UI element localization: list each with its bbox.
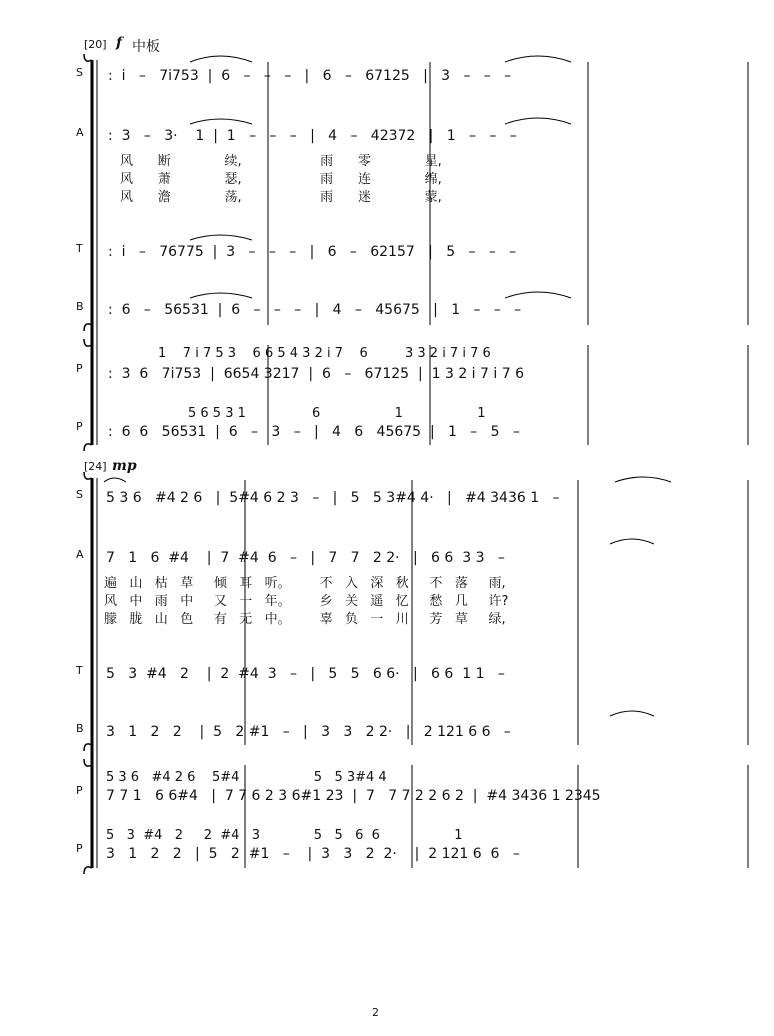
part-label-p2b: P (76, 842, 83, 855)
rehearsal-mark-2: [24] (84, 460, 107, 473)
piano-lh-line-1: : 6 6 56531 | 6 – 3 – | 4 6 45675 | 1 – 5 – (108, 424, 520, 440)
part-label-a2: A (76, 548, 84, 561)
part-label-t2: T (76, 664, 83, 677)
piano-rh-line-1: : 3 6 7i753 | 6654 3217 | 6 – 67125 | 1 3 2 i 7 i 7 6 (108, 366, 524, 382)
piano-rh-upper-2: 5 3 6 #4 2 6 5#4 5 5 3#4 4 (106, 770, 387, 785)
part-label-p1b: P (76, 420, 83, 433)
alto-line-2: 7 1 6 #4 | 7 #4 6 – | 7 7 2 2· | 6 6 3 3 – (106, 550, 505, 566)
piano-rh-line-2: 7 7 1 6 6#4 | 7 7 6 2 3 6#1 23 | 7 7 7 2 2 6 2 | #4 3436 1 2345 (106, 788, 601, 804)
soprano-line-2: 5 3 6 #4 2 6 | 5#4 6 2 3 – | 5 5 3#4 4· | #4 3436 1 – (106, 490, 560, 506)
page-number: 2 (372, 1006, 379, 1019)
lyric-verse-1a: 风 断 续, 雨 零 星, (120, 154, 442, 169)
tenor-line-2: 5 3 #4 2 | 2 #4 3 – | 5 5 6 6· | 6 6 1 1 – (106, 666, 505, 682)
part-label-b1: B (76, 300, 84, 313)
part-label-t1: T (76, 242, 83, 255)
part-label-a1: A (76, 126, 84, 139)
part-label-p2a: P (76, 784, 83, 797)
part-label-s1: S (76, 66, 83, 79)
lyric-verse-2a: 遍 山 枯 草 倾 耳 听。 不 入 深 秋 不 落 雨, (104, 576, 506, 591)
lyric-verse-2c: 朦 胧 山 色 有 无 中。 辜 负 一 川 芳 草 绿, (104, 612, 506, 627)
dynamic-mark-1: f (116, 35, 123, 51)
piano-lh-upper-2: 5 3 #4 2 2 #4 3 5 5 6 6 1 (106, 828, 463, 843)
lyric-verse-1b: 风 萧 瑟, 雨 连 绵, (120, 172, 442, 187)
part-label-s2: S (76, 488, 83, 501)
bass-line-1: : 6 – 56531 | 6 – – – | 4 – 45675 | 1 – – – (108, 302, 522, 318)
piano-lh-upper-1: 5 6 5 3 1 6 1 1 (188, 406, 486, 421)
part-label-p1a: P (76, 362, 83, 375)
tempo-marking: 中板 (132, 39, 160, 55)
piano-rh-upper-1: 1 7 i 7 5 3 6 6 5 4 3 2 i 7 6 3 3 2 i 7 i 7 6 (158, 346, 491, 361)
tenor-line-1: : i – 76775 | 3 – – – | 6 – 62157 | 5 – – – (108, 244, 517, 260)
rehearsal-mark-1: [20] (84, 38, 107, 51)
lyric-verse-2b: 风 中 雨 中 又 一 年。 乡 关 遥 忆 愁 几 许? (104, 594, 509, 609)
piano-lh-line-2: 3 1 2 2 | 5 2 #1 – | 3 3 2 2· | 2 121 6 6 – (106, 846, 520, 862)
alto-line-1: : 3 – 3· 1 | 1 – – – | 4 – 42372 | 1 – – – (108, 128, 517, 144)
soprano-line-1: : i – 7i753 | 6 – – – | 6 – 67125 | 3 – – – (108, 68, 512, 84)
bass-line-2: 3 1 2 2 | 5 2 #1 – | 3 3 2 2· | 2 121 6 6 – (106, 724, 511, 740)
lyric-verse-1c: 风 澹 荡, 雨 迷 蒙, (120, 190, 442, 205)
part-label-b2: B (76, 722, 84, 735)
dynamic-mark-2: mp (112, 458, 137, 474)
